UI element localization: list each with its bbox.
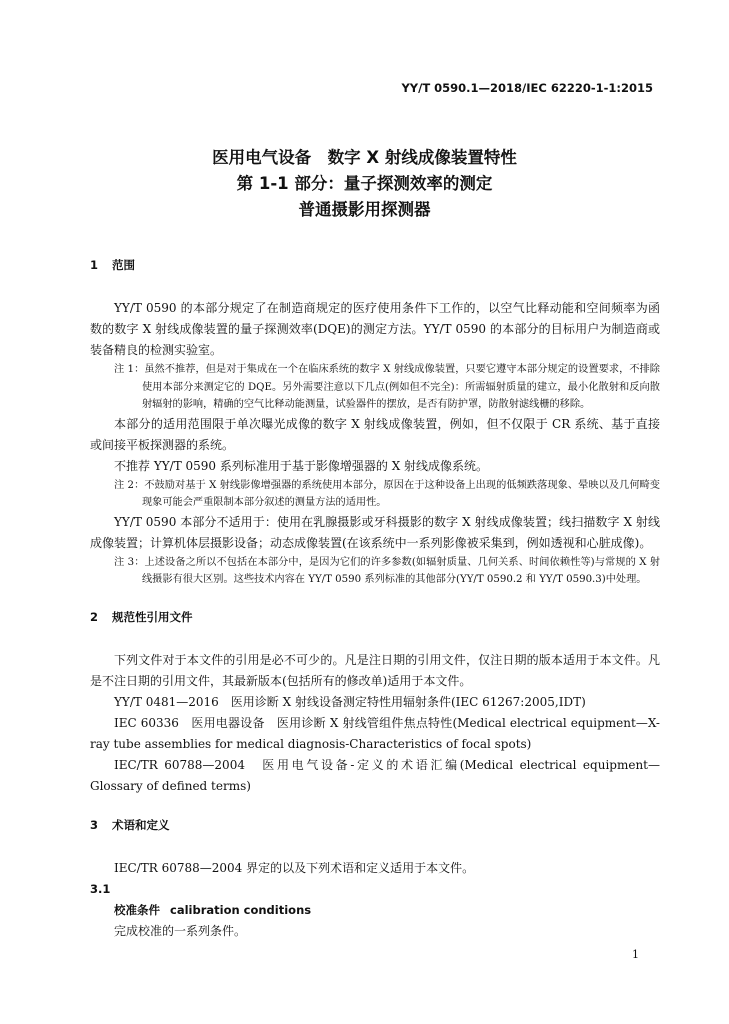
reference-3: IEC/TR 60788—2004 医用电气设备-定义的术语汇编(Medical electrical equipment—Glossary of defined terms) xyxy=(90,757,660,793)
clause-number: 3.1 xyxy=(90,881,111,896)
standard-code: YY/T 0590.1—2018/IEC 62220-1-1:2015 xyxy=(401,81,653,95)
section-number: 3 xyxy=(90,817,99,832)
note-2: 注 2：不鼓励对基于 X 射线影像增强器的系统使用本部分，原因在于这种设备上出现的低频跌落现象、晕映以及几何畸变现象可能会严重限制本部分叙述的测量方法的适用性。 xyxy=(114,479,660,508)
note-1: 注 1：虽然不推荐，但是对于集成在一个在临床系统的数字 X 射线成像装置，只要它遵守本部分规定的设置要求，不排除使用本部分来测定它的 DQE。另外需要注意以下几点(例如但不完全)：所需辐射质量的建立，最小化散射和反向散射辐射的影响，精确的空气比释动能测量，试验器件的摆放，是否有防护罩，防散射滤线栅的移除。 xyxy=(114,364,660,410)
page-number: 1 xyxy=(632,948,639,961)
term-definition: 完成校准的一系列条件。 xyxy=(114,923,247,938)
document-title xyxy=(0,145,729,223)
document-body xyxy=(90,255,660,942)
section-3-heading xyxy=(90,815,660,836)
section-number: 1 xyxy=(90,258,99,272)
references-intro: 下列文件对于本文件的引用是必不可少的。凡是注日期的引用文件，仅注日期的版本适用于本文件。凡是不注日期的引用文件，其最新版本(包括所有的修改单)适用于本文件。 xyxy=(90,652,660,688)
term-chinese: 校准条件 xyxy=(114,902,160,917)
title-line-3: 普通摄影用探测器 xyxy=(298,200,431,219)
section-title: 规范性引用文件 xyxy=(112,609,193,624)
scope-paragraph-4: YY/T 0590 本部分不适用于：使用在乳腺摄影或牙科摄影的数字 X 射线成像装置；线扫描数字 X 射线成像装置；计算机体层摄影设备；动态成像装置(在该系统中一系列影像被采集到，例如透视和心脏成像)。 xyxy=(90,514,660,550)
section-title: 范围 xyxy=(112,258,135,272)
scope-paragraph-2: 本部分的适用范围限于单次曝光成像的数字 X 射线成像装置，例如，但不仅限于 CR 系统、基于直接或间接平板探测器的系统。 xyxy=(90,416,660,452)
section-title: 术语和定义 xyxy=(112,817,170,832)
term-english: calibration conditions xyxy=(170,902,312,917)
reference-1: YY/T 0481—2016 医用诊断 X 射线设备测定特性用辐射条件(IEC 61267:2005,IDT) xyxy=(114,694,586,709)
scope-paragraph-1: YY/T 0590 的本部分规定了在制造商规定的医疗使用条件下工作的，以空气比释动能和空间频率为函数的数字 X 射线成像装置的量子探测效率(DQE)的测定方法。YY/T 0590 的本部分的目标用户为制造商或装备精良的检测实验室。 xyxy=(90,301,660,357)
section-2-heading xyxy=(90,607,660,628)
title-line-1: 医用电气设备 数字 X 射线成像装置特性 xyxy=(212,148,517,167)
section-1-heading xyxy=(90,255,660,276)
note-3: 注 3：上述设备之所以不包括在本部分中，是因为它们的许多参数(如辐射质量、几何关系、时间依赖性等)与常规的 X 射线摄影有很大区别。这些技术内容在 YY/T 0590 系列标准的其他部分(YY/T 0590.2 和 YY/T 0590.3)中处理。 xyxy=(114,556,660,585)
section-number: 2 xyxy=(90,609,99,624)
terms-intro: IEC/TR 60788—2004 界定的以及下列术语和定义适用于本文件。 xyxy=(114,860,475,875)
title-line-2: 第 1-1 部分：量子探测效率的测定 xyxy=(236,174,493,193)
scope-paragraph-3: 不推荐 YY/T 0590 系列标准用于基于影像增强器的 X 射线成像系统。 xyxy=(114,458,489,473)
term-heading xyxy=(90,900,660,921)
reference-2: IEC 60336 医用电器设备 医用诊断 X 射线管组件焦点特性(Medical electrical equipment—X-ray tube assemblies for medical diagnosis-Characteristics of focal spots) xyxy=(90,715,660,751)
